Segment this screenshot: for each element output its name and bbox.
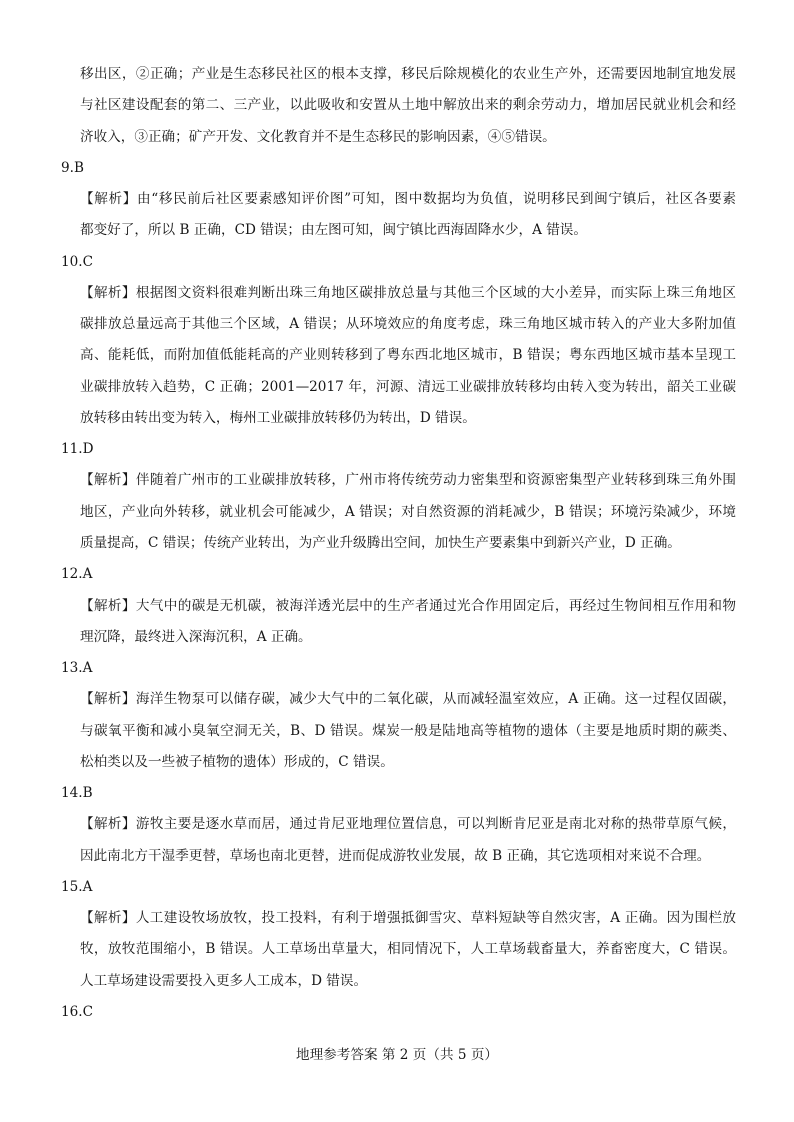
answer-label: 14.B (61, 785, 93, 802)
answer-item (0, 653, 794, 778)
answer-item (0, 153, 794, 247)
analysis-line: 因此南北方干湿季更替，草场也南北更替，进而促成游牧业发展，故 B 正确，其它选项相对来说不合理。 (80, 847, 711, 864)
analysis-line: 【解析】根据图文资料很难判断出珠三角地区碳排放总量与其他三个区域的大小差异，而实际上珠三角地区 (80, 284, 736, 301)
analysis-line: 【解析】伴随着广州市的工业碳排放转移，广州市将传统劳动力密集型和资源密集型产业转移到珠三角外围 (80, 472, 736, 489)
answer-key-body (0, 59, 794, 1028)
analysis-line: 牧，放牧范围缩小，B 错误。人工草场出草量大，相同情况下，人工草场载畜量大，养畜密度大，C 错误。 (80, 941, 736, 958)
answer-label: 11.D (61, 441, 94, 458)
analysis-line: 【解析】由“移民前后社区要素感知评价图”可知，图中数据均为负值，说明移民到闽宁镇后，社区各要素 (80, 191, 736, 208)
analysis-line: 地区，产业向外转移，就业机会可能减少，A 错误；对自然资源的消耗减少，B 错误；环境污染减少，环境 (80, 503, 736, 520)
analysis-line: 与碳氧平衡和减小臭氧空洞无关，B、D 错误。煤炭一般是陆地高等植物的遗体（主要是地质时期的蕨类、 (80, 722, 736, 739)
analysis-line: 碳排放总量远高于其他三个区域，A 错误；从环境效应的角度考虑，珠三角地区城市转入的产业大多附加值 (80, 316, 736, 333)
answer-label: 12.A (61, 566, 93, 583)
analysis-line: 济收入，③正确；矿产开发、文化教育并不是生态移民的影响因素，④⑤错误。 (80, 128, 556, 145)
analysis-line: 【解析】人工建设牧场放牧，投工投料，有利于增强抵御雪灾、草料短缺等自然灾害，A 正确。因为围栏放 (80, 910, 736, 927)
answer-label: 15.A (61, 878, 93, 895)
analysis-line: 【解析】大气中的碳是无机碳，被海洋透光层中的生产者通过光合作用固定后，再经过生物间相互作用和物 (80, 597, 736, 614)
analysis-line: 松柏类以及一些被子植物的遗体）形成的，C 错误。 (80, 753, 394, 770)
answer-item (0, 872, 794, 997)
analysis-line: 都变好了，所以 B 正确，CD 错误；由左图可知，闽宁镇比西海固降水少，A 错误。 (80, 222, 587, 239)
analysis-line: 【解析】海洋生物泵可以储存碳，减少大气中的二氧化碳，从而减轻温室效应，A 正确。这一过程仅固碳， (80, 691, 736, 708)
analysis-line: 业碳排放转入趋势，C 正确；2001—2017 年，河源、清远工业碳排放转移均由转入变为转出，韶关工业碳 (80, 378, 736, 395)
answer-item (0, 434, 794, 559)
answer-label: 13.A (61, 660, 93, 677)
answer-item (0, 559, 794, 653)
analysis-line: 【解析】游牧主要是逐水草而居，通过肯尼亚地理位置信息，可以判断肯尼亚是南北对称的热带草原气候， (80, 816, 736, 833)
analysis-line: 理沉降，最终进入深海沉积，A 正确。 (80, 628, 312, 645)
answer-item (0, 997, 794, 1028)
answer-label: 10.C (61, 253, 94, 270)
answer-label: 9.B (61, 159, 84, 176)
analysis-line: 人工草场建设需要投入更多人工成本，D 错误。 (80, 972, 368, 989)
analysis-line: 与社区建设配套的第二、三产业，以此吸收和安置从土地中解放出来的剩余劳动力，增加居民就业机会和经 (80, 97, 736, 114)
analysis-line: 质量提高，C 错误；传统产业转出，为产业升级腾出空间，加快生产要素集中到新兴产业，D 正确。 (80, 534, 681, 551)
page-footer: 地理参考答案 第 2 页（共 5 页） (295, 1047, 499, 1063)
analysis-line: 高、能耗低，而附加值低能耗高的产业则转移到了粤东西北地区城市，B 错误；粤东西地区城市基本呈现工 (80, 347, 736, 364)
analysis-line: 放转移由转出变为转入，梅州工业碳排放转移仍为转出，D 错误。 (80, 409, 476, 426)
answer-label: 16.C (61, 1003, 94, 1020)
analysis-line: 移出区，②正确；产业是生态移民社区的根本支撑，移民后除规模化的农业生产外，还需要因地制宜地发展 (80, 66, 736, 82)
answer-item (0, 778, 794, 872)
continued-analysis (0, 59, 794, 153)
answer-item (0, 247, 794, 435)
